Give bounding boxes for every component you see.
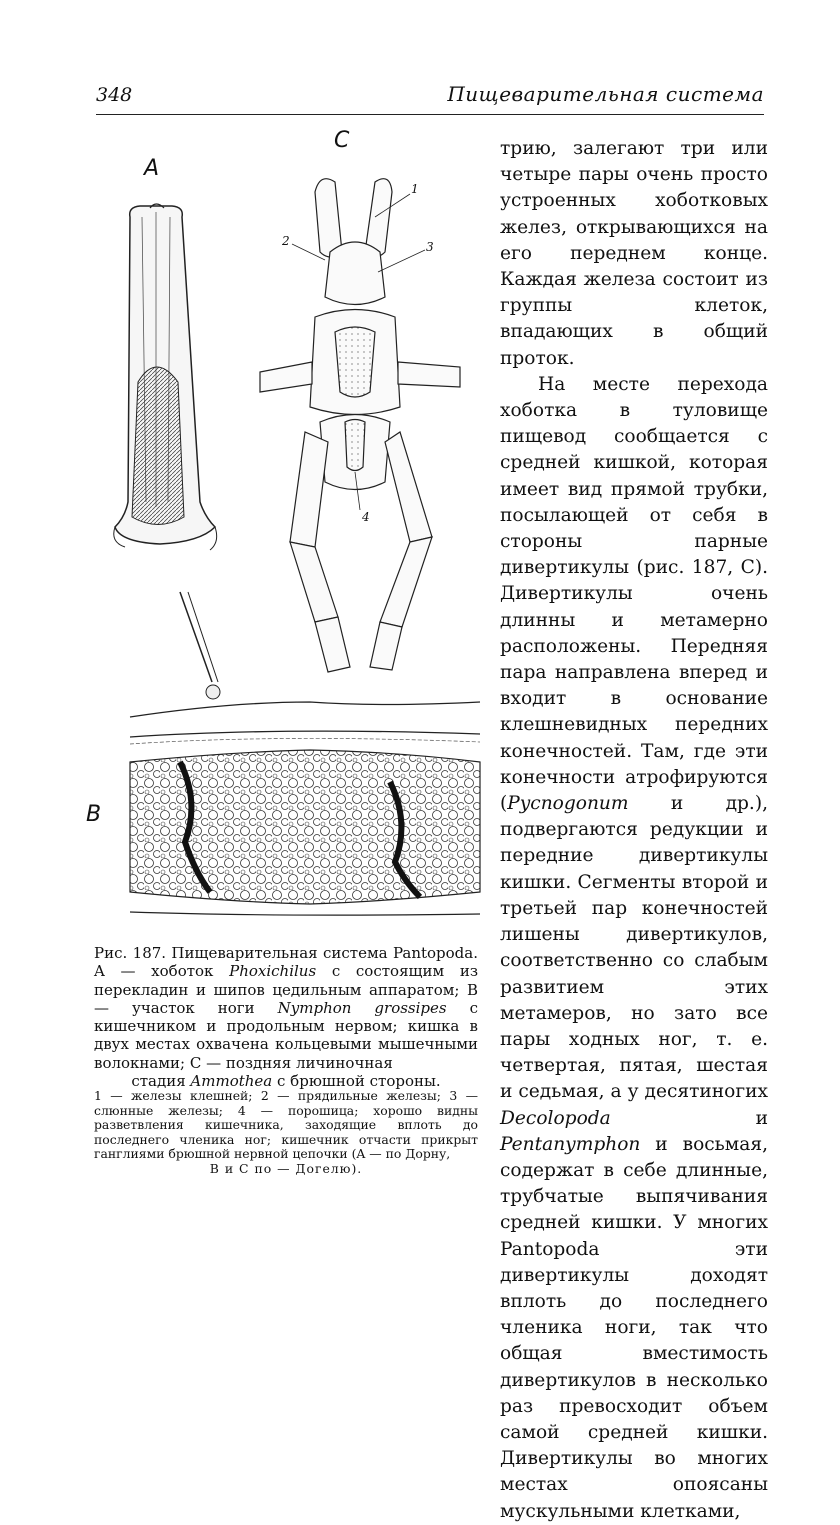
panel-a-label: A (144, 156, 160, 181)
callout-1: 1 (411, 182, 419, 196)
species-decolopoda: Decolopoda (500, 1107, 611, 1129)
caption-part-4: стадия (131, 1072, 191, 1091)
panel-a-proboscis (114, 204, 217, 550)
caption-part-3: с кишечником и продольным нервом; кишка в двух местах охвачена кольцевыми мышечными волокнами; C — поздняя личиночная (94, 998, 479, 1072)
caption-legend (94, 1089, 478, 1177)
paragraph-2-and: и (610, 1107, 768, 1129)
page-header (96, 78, 764, 115)
running-title: Пищеварительная система (447, 82, 764, 106)
callout-2: 2 (282, 234, 290, 248)
caption-main (94, 944, 478, 1072)
caption-part-5: с брюшной стороны. (272, 1072, 441, 1091)
caption-species-nymphon: Nymphon grossipes (277, 998, 447, 1017)
panel-b-label: B (86, 802, 102, 827)
caption-lead: Рис. 187. Пищеварительная система Pantopoda. A — хоботок (94, 944, 478, 981)
callout-3: 3 (426, 240, 434, 254)
figure-187 (80, 122, 495, 942)
body-text-column (500, 136, 768, 1525)
caption-species-ammothea: Ammothea (190, 1072, 273, 1091)
paragraph-2-part-1: На месте перехода хоботка в туловище пищевод сообщается с средней кишкой, которая имеет вид прямой трубки, посылающей от себя в стороны парные дивертикулы (рис. 187, C). Дивертикулы очень длинны и метамерно расположены. Передняя пара направлена вперед и входит в основание клешневидных передних конечностей. Там, где эти конечности атрофируются ( (500, 373, 768, 815)
caption-species-phoxichilus: Phoxichilus (229, 962, 317, 981)
caption-part-2: с состоящим из перекладин и шипов цедильным аппаратом; B — участок ноги (94, 962, 478, 1017)
legend-text: 1 — железы клешней; 2 — прядильные железы; 3 — слюнные железы; 4 — порошица; хорошо видны разветвления кишечника, заходящие вплоть до последнего членика ног; кишечник отчасти прикрыт ганглиями брюшной нервной цепочки (A — по Дорну, (94, 1088, 478, 1162)
page-number: 348 (96, 84, 133, 106)
species-pentanymphon: Pentanymphon (500, 1133, 641, 1155)
paragraph-2-part-3: и восьмая, содержат в себе длинные, трубчатые выпячивания средней кишки. У многих Pantopoda эти дивертикулы доходят вплоть до последнего членика ноги, так что общая вместимость дивертикулов в несколько раз превосходит объем самой средней кишки. Дивертикулы во многих местах опоясаны мускульными клетками, (500, 1133, 768, 1522)
panel-b-leg-section (130, 592, 480, 915)
species-pycnogonum: Pycnogonum (507, 793, 629, 815)
callout-4: 4 (362, 510, 370, 524)
paragraph-1: трию, залегают три или четыре пары очень просто устроенных хоботковых желез, открывающихся на его переднем конце. Каждая железа состоит из группы клеток, впадающих в общий проток. (500, 138, 768, 369)
legend-last-line: B и C по — Догелю). (209, 1160, 363, 1176)
paragraph-2-part-2: и др.), подвергаются редукции и передние дивертикулы кишки. Сегменты второй и третьей пар конечностей лишены дивертикулов, соответственно со слабым развитием этих метамеров, но зато все пары ходных ног, т. е. четвертая, пятая, шестая и седьмая, а у десятиногих (500, 793, 768, 1103)
paragraph-2 (500, 372, 768, 1525)
panel-c-label: C (334, 128, 350, 153)
figure-caption (94, 944, 478, 1090)
